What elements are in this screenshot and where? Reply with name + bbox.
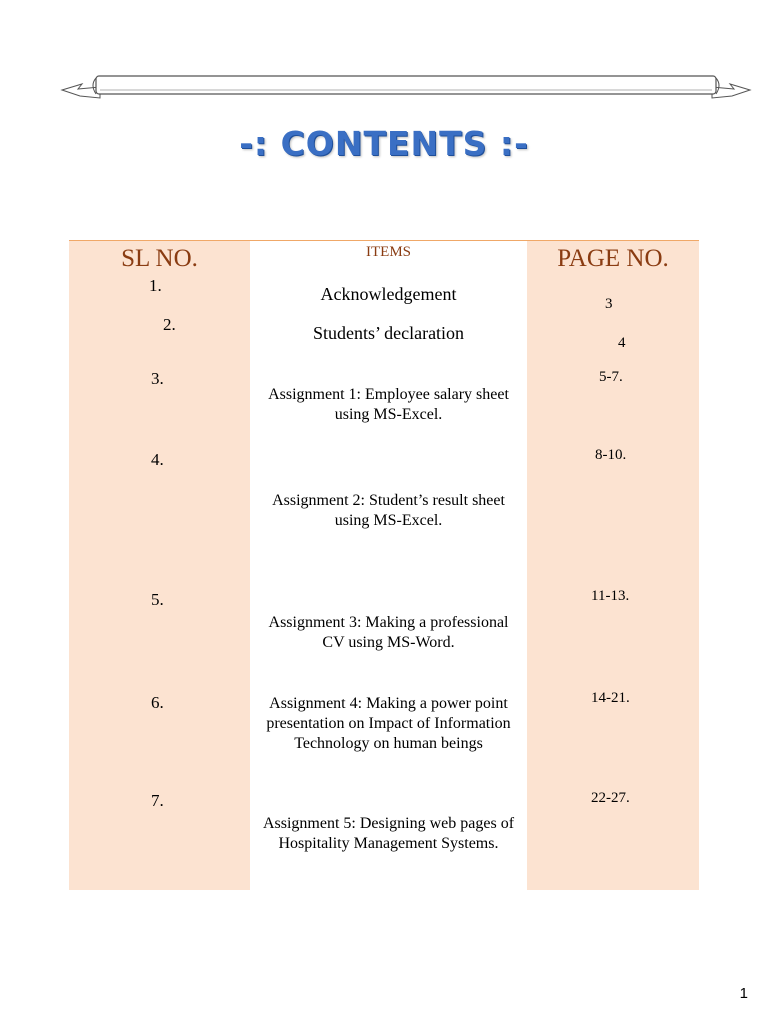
sl-no-5: 5. bbox=[151, 590, 164, 609]
page-no-5: 11-13. bbox=[591, 588, 630, 604]
page-no-3: 5-7. bbox=[599, 369, 623, 385]
page-title: -: CONTENTS :- bbox=[239, 124, 529, 163]
sl-no-7: 7. bbox=[151, 791, 164, 810]
scroll-banner-decoration bbox=[60, 72, 752, 100]
sl-no-6: 6. bbox=[151, 693, 164, 712]
item-3: Assignment 1: Employee salary sheet using MS-Excel. bbox=[268, 386, 509, 423]
page-number: 1 bbox=[739, 985, 748, 1002]
page-no-2: 4 bbox=[618, 335, 626, 351]
item-5: Assignment 3: Making a professional CV using MS-Word. bbox=[268, 614, 509, 651]
item-2: Students’ declaration bbox=[312, 323, 465, 343]
page-no-column bbox=[527, 240, 699, 890]
sl-no-1: 1. bbox=[149, 276, 162, 295]
contents-table bbox=[69, 240, 699, 889]
page-no-1: 3 bbox=[605, 296, 613, 312]
page-no-7: 22-27. bbox=[591, 790, 630, 806]
item-1: Acknowledgement bbox=[320, 284, 457, 304]
items-column bbox=[250, 240, 527, 890]
sl-no-2: 2. bbox=[163, 315, 176, 334]
page-no-6: 14-21. bbox=[591, 690, 630, 706]
sl-no-column bbox=[69, 240, 250, 890]
sl-no-header: SL NO. bbox=[121, 245, 198, 272]
sl-no-3: 3. bbox=[151, 369, 164, 388]
page-no-4: 8-10. bbox=[595, 447, 627, 463]
item-4: Assignment 2: Student’s result sheet using MS-Excel. bbox=[272, 492, 505, 529]
sl-no-4: 4. bbox=[151, 450, 164, 469]
items-header: ITEMS bbox=[366, 244, 411, 260]
item-7: Assignment 5: Designing web pages of Hospitality Management Systems. bbox=[262, 815, 515, 852]
item-6: Assignment 4: Making a power point presentation on Impact of Information Technology on human beings bbox=[266, 695, 511, 752]
page-no-header: PAGE NO. bbox=[557, 245, 669, 272]
